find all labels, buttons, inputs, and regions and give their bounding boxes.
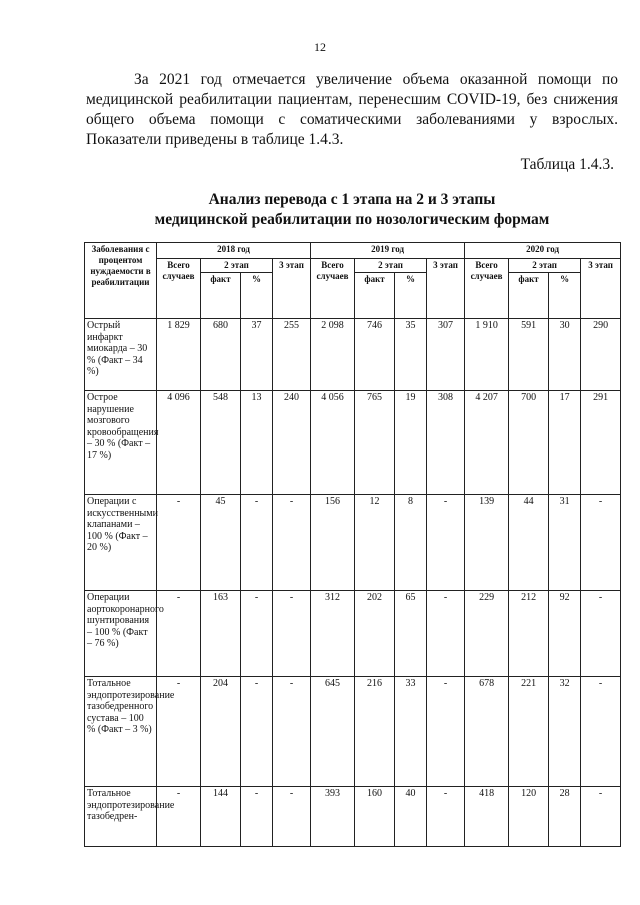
rehab-table [84,242,621,847]
cell-2019-pct: 65 [395,591,427,677]
table-title-line-2: медицинской реабилитации по нозологическим формам [154,211,550,228]
cell-2018-pct: - [241,591,273,677]
cell-2020-pct: 92 [549,591,581,677]
cell-2020-fact: 221 [509,677,549,787]
cell-2020-fact: 591 [509,319,549,391]
stage3-header-2019: 3 этап [427,259,465,319]
cell-2020-fact: 44 [509,495,549,591]
year-header-2020: 2020 год [465,243,621,259]
cell-2018-stage3: 255 [273,319,311,391]
cell-2018-pct: - [241,677,273,787]
table-caption: Таблица 1.4.3. [520,156,614,173]
disease-name: Тотальное эндопротезирование тазобедренного сустава – 100 % (Факт – 3 %) [85,677,157,787]
stage2-header-2019: 2 этап [355,259,427,273]
cell-2019-total: 4 056 [311,391,355,495]
cell-2018-fact: 45 [201,495,241,591]
page-number: 12 [314,40,326,54]
cell-2019-fact: 746 [355,319,395,391]
cell-2020-pct: 32 [549,677,581,787]
cell-2018-stage3: - [273,495,311,591]
cell-2020-fact: 700 [509,391,549,495]
disease-name: Операции аортокоронарного шунтирования – 100 % (Факт – 76 %) [85,591,157,677]
cell-2019-stage3: - [427,787,465,847]
cell-2018-total: - [157,495,201,591]
table-title [86,190,618,230]
cell-2018-pct: 37 [241,319,273,391]
cell-2019-stage3: - [427,677,465,787]
cell-2020-total: 1 910 [465,319,509,391]
cell-2018-stage3: - [273,591,311,677]
cell-2019-stage3: - [427,591,465,677]
year-header-2019: 2019 год [311,243,465,259]
cell-2020-stage3: - [581,495,621,591]
cell-2019-stage3: 308 [427,391,465,495]
cell-2018-fact: 204 [201,677,241,787]
cell-2020-stage3: - [581,591,621,677]
cell-2019-pct: 19 [395,391,427,495]
stage3-header-2020: 3 этап [581,259,621,319]
cell-2018-pct: - [241,787,273,847]
cell-2020-stage3: 291 [581,391,621,495]
cell-2019-pct: 40 [395,787,427,847]
cell-2020-fact: 212 [509,591,549,677]
cell-2020-total: 229 [465,591,509,677]
fact-header-2020: факт [509,273,549,319]
table-row [85,391,621,495]
cell-2018-total: 4 096 [157,391,201,495]
cell-2019-fact: 12 [355,495,395,591]
cell-2020-pct: 31 [549,495,581,591]
table-row [85,787,621,847]
cell-2020-pct: 30 [549,319,581,391]
cell-2019-pct: 35 [395,319,427,391]
cell-2019-fact: 202 [355,591,395,677]
disease-name: Операции с искусственными клапанами – 100 % (Факт – 20 %) [85,495,157,591]
cell-2019-total: 156 [311,495,355,591]
cell-2018-stage3: 240 [273,391,311,495]
pct-header-2018: % [241,273,273,319]
stage3-header-2018: 3 этап [273,259,311,319]
cell-2018-total: - [157,591,201,677]
cell-2020-total: 678 [465,677,509,787]
cell-2020-stage3: 290 [581,319,621,391]
cell-2018-stage3: - [273,787,311,847]
table-row [85,495,621,591]
year-header-2018: 2018 год [157,243,311,259]
cell-2019-pct: 8 [395,495,427,591]
cell-2019-fact: 765 [355,391,395,495]
cell-2018-fact: 548 [201,391,241,495]
cell-2018-fact: 144 [201,787,241,847]
table-header-row-years [85,243,621,259]
cell-2019-stage3: - [427,495,465,591]
fact-header-2018: факт [201,273,241,319]
total-cases-header-2019: Всего случаев [311,259,355,319]
fact-header-2019: факт [355,273,395,319]
cell-2019-total: 2 098 [311,319,355,391]
cell-2018-stage3: - [273,677,311,787]
cell-2018-fact: 163 [201,591,241,677]
table-header-row-stages [85,259,621,273]
cell-2018-total: - [157,787,201,847]
cell-2019-stage3: 307 [427,319,465,391]
cell-2019-pct: 33 [395,677,427,787]
cell-2020-stage3: - [581,787,621,847]
stage2-header-2020: 2 этап [509,259,581,273]
cell-2019-total: 645 [311,677,355,787]
disease-name: Острое нарушение мозгового кровообращения – 30 % (Факт – 17 %) [85,391,157,495]
cell-2020-pct: 17 [549,391,581,495]
stage2-header-2018: 2 этап [201,259,273,273]
disease-column-header: Заболевания с процентом нуждаемости в реабилитации [85,243,157,319]
intro-paragraph: За 2021 год отмечается увеличение объема оказанной помощи по медицинской реабилитации пациентам, перенесшим COVID-19, без снижения общего объема помощи с соматическими заболеваниями у взрослых. Показатели приведены в таблице 1.4.3. [86,71,618,148]
total-cases-header-2020: Всего случаев [465,259,509,319]
table-row [85,319,621,391]
pct-header-2020: % [549,273,581,319]
cell-2018-total: 1 829 [157,319,201,391]
cell-2020-total: 418 [465,787,509,847]
total-cases-header-2018: Всего случаев [157,259,201,319]
cell-2020-total: 4 207 [465,391,509,495]
cell-2018-total: - [157,677,201,787]
cell-2020-total: 139 [465,495,509,591]
cell-2019-total: 312 [311,591,355,677]
pct-header-2019: % [395,273,427,319]
cell-2019-fact: 216 [355,677,395,787]
cell-2019-fact: 160 [355,787,395,847]
disease-name: Острый инфаркт миокарда – 30 % (Факт – 34 %) [85,319,157,391]
cell-2018-pct: 13 [241,391,273,495]
cell-2020-fact: 120 [509,787,549,847]
table-title-line-1: Анализ перевода с 1 этапа на 2 и 3 этапы [208,191,496,208]
table-row [85,591,621,677]
cell-2018-pct: - [241,495,273,591]
cell-2019-total: 393 [311,787,355,847]
disease-name: Тотальное эндопротезирование тазобедрен- [85,787,157,847]
cell-2020-stage3: - [581,677,621,787]
table-row [85,677,621,787]
cell-2018-fact: 680 [201,319,241,391]
cell-2020-pct: 28 [549,787,581,847]
